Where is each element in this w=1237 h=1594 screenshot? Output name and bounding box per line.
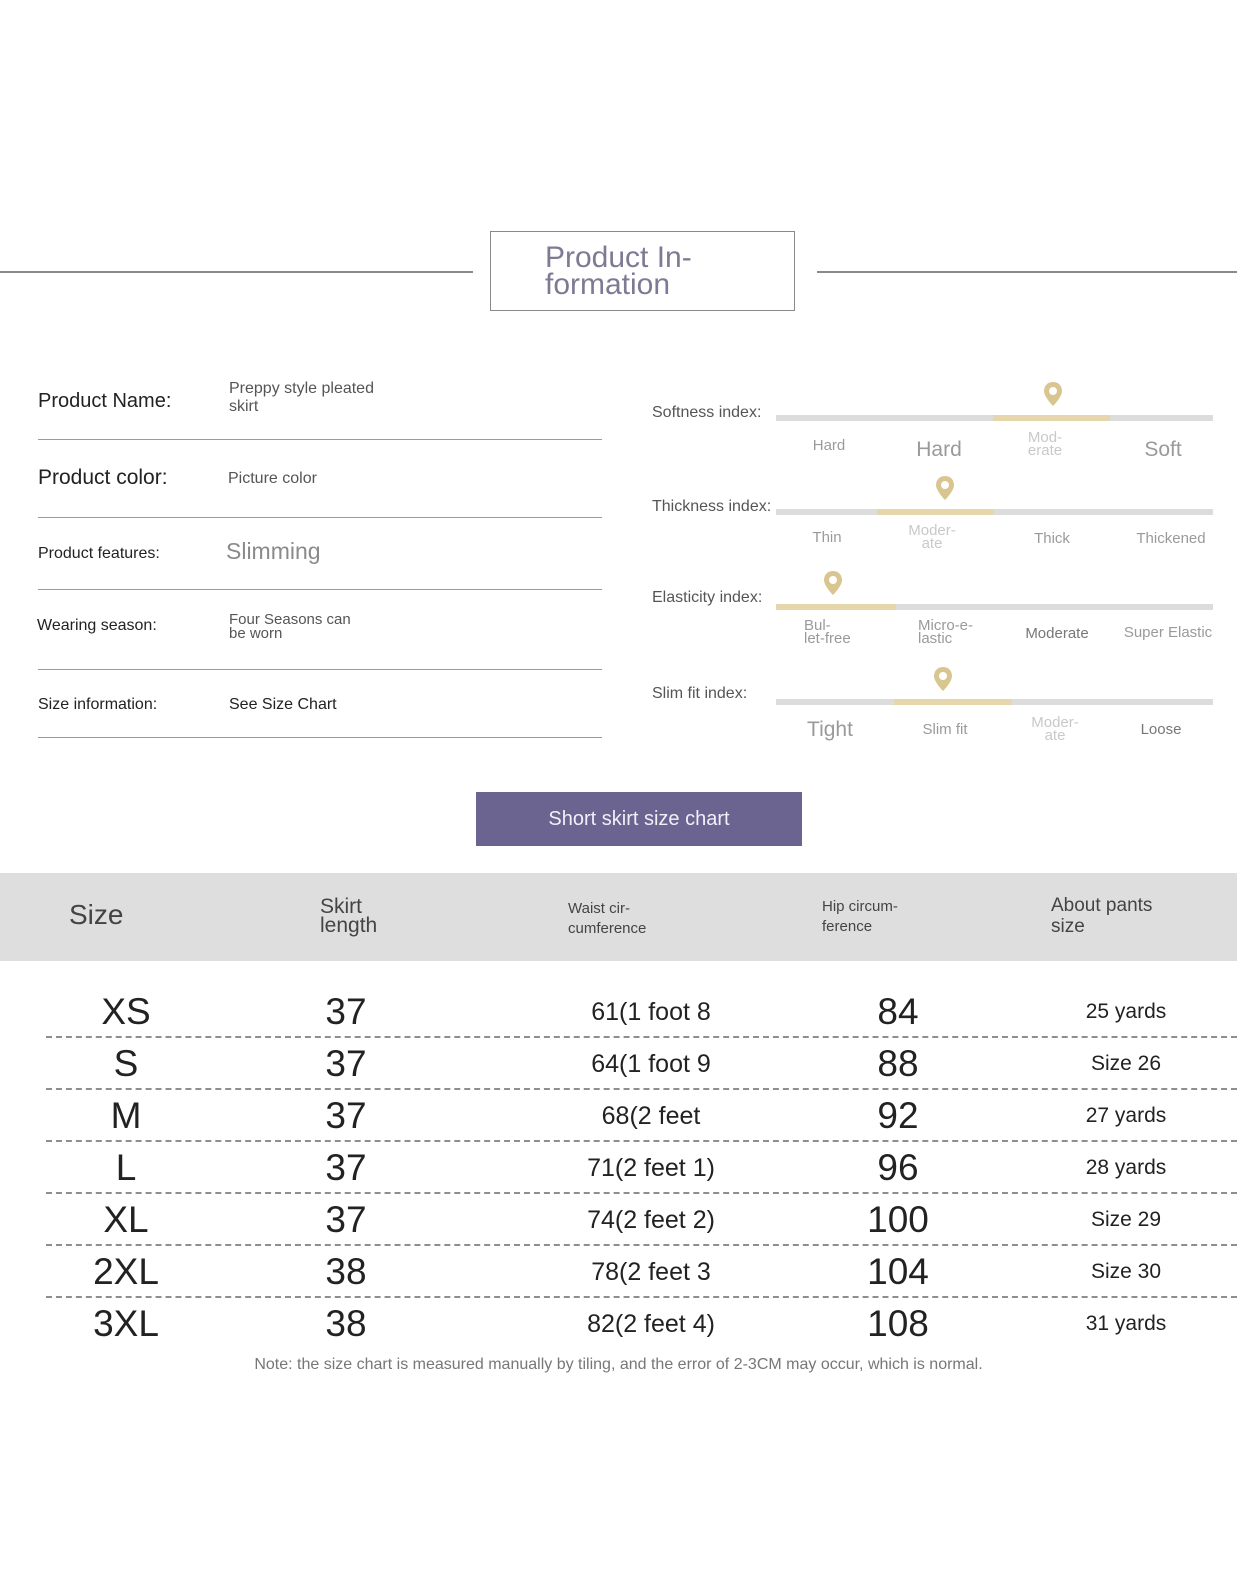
map-pin-icon bbox=[932, 666, 954, 692]
cell-waist: 61(1 foot 8 bbox=[591, 998, 711, 1026]
cell-size: 3XL bbox=[93, 1303, 159, 1344]
title-divider-left bbox=[0, 271, 473, 273]
table-row bbox=[46, 986, 1237, 1038]
index-option: Bul- let-free bbox=[804, 617, 851, 647]
map-pin-icon bbox=[934, 475, 956, 501]
cell-skirt-length: 38 bbox=[325, 1251, 367, 1292]
index-option: Hard bbox=[916, 438, 962, 461]
info-row-season bbox=[38, 590, 602, 670]
index-option: Super Elastic bbox=[1123, 624, 1213, 641]
map-pin-icon bbox=[1042, 381, 1064, 407]
title-divider-right bbox=[817, 271, 1237, 273]
cell-size: XS bbox=[101, 991, 151, 1032]
index-option: Hard bbox=[812, 437, 846, 454]
size-chart-note: Note: the size chart is measured manually by tiling, and the error of 2-3CM may occur, which is normal. bbox=[254, 1356, 983, 1373]
index-track-elasticity bbox=[776, 604, 1213, 610]
info-row-size bbox=[38, 670, 602, 738]
cell-skirt-length: 37 bbox=[325, 1043, 367, 1084]
size-chart-heading: Short skirt size chart bbox=[476, 792, 802, 846]
info-value: Preppy style pleated skirt bbox=[229, 380, 374, 415]
cell-waist: 68(2 feet bbox=[601, 1102, 701, 1130]
cell-size: S bbox=[113, 1043, 139, 1084]
table-row bbox=[46, 1298, 1237, 1350]
index-option: Soft bbox=[1144, 438, 1182, 461]
cell-skirt-length: 37 bbox=[325, 1147, 367, 1188]
info-value: See Size Chart bbox=[229, 696, 337, 713]
table-row bbox=[46, 1246, 1237, 1298]
index-label-elasticity: Elasticity index: bbox=[652, 589, 763, 606]
cell-pants-size: 27 yards bbox=[1085, 1104, 1167, 1127]
cell-hip: 92 bbox=[877, 1095, 919, 1136]
cell-pants-size: Size 30 bbox=[1090, 1260, 1162, 1283]
info-label: Wearing season: bbox=[37, 617, 157, 634]
cell-pants-size: Size 29 bbox=[1090, 1208, 1162, 1231]
page-title: Product In- formation bbox=[545, 241, 692, 301]
cell-hip: 88 bbox=[877, 1043, 919, 1084]
cell-waist: 64(1 foot 9 bbox=[591, 1050, 711, 1078]
index-track-highlight bbox=[894, 699, 1012, 705]
index-option: Thickened bbox=[1136, 530, 1206, 547]
cell-hip: 96 bbox=[877, 1147, 919, 1188]
index-track-highlight bbox=[877, 509, 994, 515]
index-option: Thick bbox=[1034, 530, 1070, 547]
cell-skirt-length: 37 bbox=[325, 1095, 367, 1136]
info-value: Slimming bbox=[226, 538, 321, 564]
index-option: Moder- ate bbox=[908, 522, 956, 552]
column-header-skirt-length: Skirt length bbox=[320, 895, 378, 937]
table-row bbox=[46, 1090, 1237, 1142]
index-track-softness bbox=[776, 415, 1213, 421]
info-row-features bbox=[38, 518, 602, 590]
cell-hip: 100 bbox=[867, 1199, 929, 1240]
info-label: Product features: bbox=[38, 545, 160, 562]
info-label: Product Name: bbox=[38, 390, 172, 412]
cell-skirt-length: 37 bbox=[325, 991, 367, 1032]
info-row-color bbox=[38, 440, 602, 518]
cell-hip: 84 bbox=[877, 991, 919, 1032]
index-track-slim-fit bbox=[776, 699, 1213, 705]
cell-hip: 104 bbox=[867, 1251, 929, 1292]
index-track-highlight bbox=[776, 604, 896, 610]
index-track-thickness bbox=[776, 509, 1213, 515]
size-table-header bbox=[0, 873, 1237, 961]
info-label: Product color: bbox=[38, 466, 168, 489]
info-value: Four Seasons can be worn bbox=[229, 611, 351, 642]
info-row-name bbox=[38, 372, 602, 440]
cell-waist: 74(2 feet 2) bbox=[587, 1206, 715, 1234]
cell-pants-size: Size 26 bbox=[1090, 1052, 1162, 1075]
index-label-slim-fit: Slim fit index: bbox=[652, 685, 748, 702]
index-option: Moder- ate bbox=[1031, 714, 1079, 744]
cell-size: XL bbox=[103, 1199, 149, 1240]
index-option: Thin bbox=[812, 529, 842, 546]
column-header-waist: Waist cir- cumference bbox=[568, 900, 647, 937]
index-option: Slim fit bbox=[922, 721, 968, 738]
cell-size: L bbox=[115, 1147, 137, 1188]
info-value: Picture color bbox=[228, 470, 317, 487]
table-row bbox=[46, 1038, 1237, 1090]
column-header-size: Size bbox=[69, 899, 124, 930]
index-option: Moderate bbox=[1025, 625, 1089, 642]
column-header-hip: Hip circum- ference bbox=[822, 898, 898, 935]
info-label: Size information: bbox=[38, 696, 158, 713]
cell-pants-size: 28 yards bbox=[1085, 1156, 1167, 1179]
column-header-pants-size: About pants size bbox=[1051, 895, 1153, 937]
index-track-highlight bbox=[993, 415, 1110, 421]
cell-skirt-length: 38 bbox=[325, 1303, 367, 1344]
cell-hip: 108 bbox=[867, 1303, 929, 1344]
title-box bbox=[490, 231, 795, 311]
cell-pants-size: 31 yards bbox=[1085, 1312, 1167, 1335]
index-label-softness: Softness index: bbox=[652, 404, 762, 421]
table-row bbox=[46, 1142, 1237, 1194]
table-row bbox=[46, 1194, 1237, 1246]
cell-pants-size: 25 yards bbox=[1085, 1000, 1167, 1023]
index-option: Tight bbox=[807, 718, 853, 741]
index-option: Loose bbox=[1140, 721, 1182, 738]
cell-waist: 71(2 feet 1) bbox=[587, 1154, 715, 1182]
index-option: Mod- erate bbox=[1027, 429, 1063, 459]
cell-skirt-length: 37 bbox=[325, 1199, 367, 1240]
cell-size: M bbox=[110, 1095, 142, 1136]
cell-waist: 82(2 feet 4) bbox=[587, 1310, 715, 1338]
map-pin-icon bbox=[822, 570, 844, 596]
index-option: Micro-e- lastic bbox=[918, 617, 973, 647]
index-label-thickness: Thickness index: bbox=[652, 498, 772, 515]
cell-size: 2XL bbox=[93, 1251, 159, 1292]
cell-waist: 78(2 feet 3 bbox=[591, 1258, 711, 1286]
